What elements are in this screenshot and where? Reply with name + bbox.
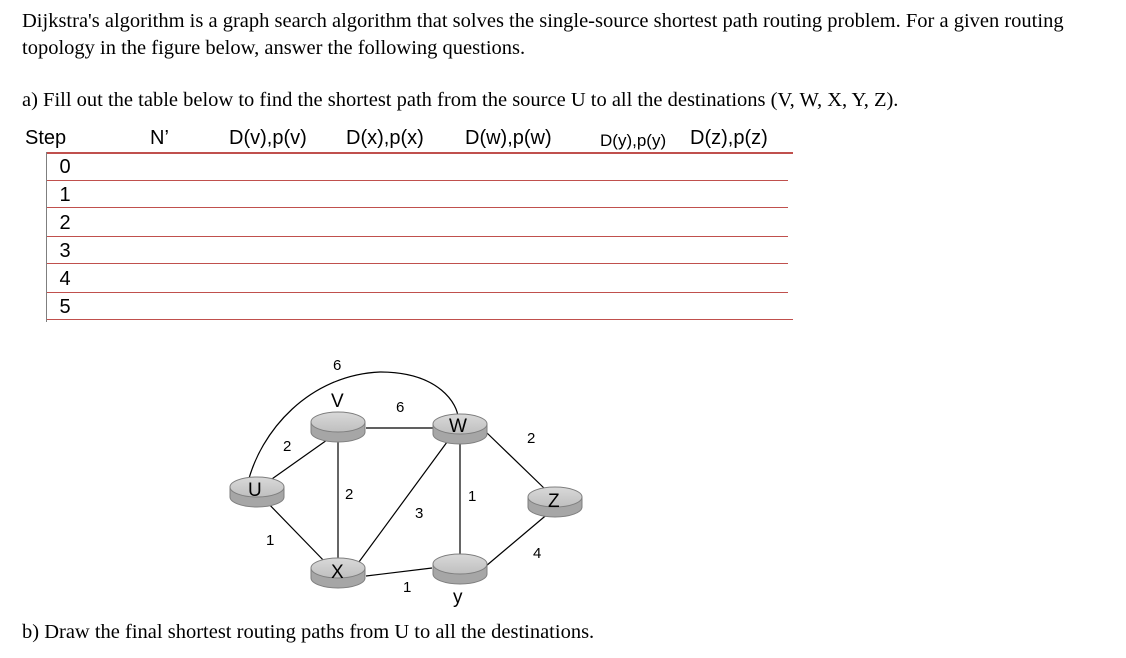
weight-x-y: 1 bbox=[403, 579, 412, 596]
question-b: b) Draw the final shortest routing paths from U to all the destinations. bbox=[22, 621, 595, 643]
header-dw: D(w),p(w) bbox=[465, 127, 552, 149]
weight-y-z: 4 bbox=[533, 545, 542, 562]
step-1: 1 bbox=[59, 184, 71, 206]
router-node-v bbox=[311, 391, 365, 442]
router-node-x bbox=[311, 558, 365, 588]
router-node-u bbox=[230, 477, 284, 507]
question-a: a) Fill out the table below to find the shortest path from the source U to all the destinations (V, W, X, Y, Z). bbox=[22, 89, 899, 111]
weight-x-w: 3 bbox=[415, 505, 424, 522]
header-dz: D(z),p(z) bbox=[690, 127, 768, 149]
router-node-w bbox=[433, 414, 487, 444]
weight-w-y: 1 bbox=[468, 488, 477, 505]
edge-w-z bbox=[486, 432, 546, 490]
step-0: 0 bbox=[59, 156, 71, 178]
weight-u-x: 1 bbox=[266, 532, 275, 549]
intro-paragraph: Dijkstra's algorithm is a graph search algorithm that solves the single-source shortest path routing problem. For a given routing topology in the figure below, answer the following questions. bbox=[22, 10, 1064, 59]
weight-u-w: 6 bbox=[333, 357, 342, 374]
router-node-y bbox=[433, 554, 487, 608]
header-n-prime: N’ bbox=[150, 127, 169, 149]
header-dv: D(v),p(v) bbox=[229, 127, 307, 149]
edge-x-y bbox=[366, 568, 432, 576]
edge-u-x bbox=[262, 497, 328, 565]
step-5: 5 bbox=[59, 296, 71, 318]
node-label-y: y bbox=[453, 587, 463, 608]
step-2: 2 bbox=[59, 212, 71, 234]
node-label-v: V bbox=[331, 391, 344, 412]
edge-x-w bbox=[356, 438, 450, 566]
header-dx: D(x),p(x) bbox=[346, 127, 424, 149]
weight-w-z: 2 bbox=[527, 430, 536, 447]
node-label-u: U bbox=[248, 480, 262, 501]
node-label-z: Z bbox=[548, 491, 560, 512]
weight-v-x: 2 bbox=[345, 486, 354, 503]
router-node-z bbox=[528, 487, 582, 517]
step-3: 3 bbox=[59, 240, 71, 262]
step-4: 4 bbox=[59, 268, 71, 290]
header-step: Step bbox=[25, 127, 67, 149]
node-label-w: W bbox=[449, 416, 467, 437]
header-dy: D(y),p(y) bbox=[600, 131, 667, 150]
weight-v-w: 6 bbox=[396, 399, 405, 416]
node-label-x: X bbox=[331, 562, 344, 583]
weight-u-v: 2 bbox=[283, 438, 292, 455]
